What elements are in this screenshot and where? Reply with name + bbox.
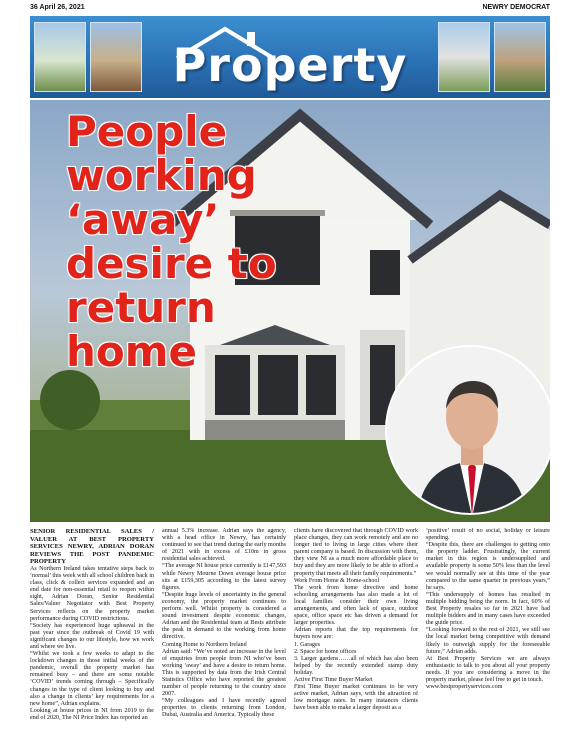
paragraph: As Northern Ireland takes tentative steps back to ‘normal’ this week with all school children back in class, click & collect services expanded and an end date for non-essential retail to reopen within sight, Adrian Doran, Senior Residential Sales/Valuer Negotiator with Best Property Services reflects on the property market performance during COVID restrictions. (30, 565, 154, 622)
paragraph: ‘positive’ result of no social, holiday or leisure spending. (426, 528, 550, 542)
paragraph: “My colleagues and I have recently agreed properties to clients returning from London, Dubai, Australia and America. Typically these (162, 698, 286, 719)
subheading: Work From Home & Home-school (294, 577, 380, 584)
hero-image (30, 100, 550, 522)
article-body (30, 528, 550, 733)
paper-name: NEWRY DEMOCRAT (482, 4, 550, 11)
paragraph: First Time Buyer market continues to be very active market, Adrian says, with the attraction of low mortgage rates. In many instances clients have been able to make a larger deposit as a (294, 684, 418, 712)
page-date: 36 April 26, 2021 (30, 4, 85, 11)
subheading: Active First Time Buyer Market (294, 676, 373, 683)
article-column-4 (426, 528, 550, 733)
article-column-3 (294, 528, 418, 733)
subheading: Coming Home to Northern Ireland (162, 641, 247, 648)
paragraph: Adrian reports that the top requirements for buyers now are: (294, 627, 418, 641)
paragraph: “The average NI house price currently is £147,593 while Newry Mourne Down average house price sits at £159,305 according to the latest survey figures. (162, 563, 286, 591)
paragraph: Looking at house prices in NI from 2019 to the end of 2020, The NI Price Index has reported an (30, 707, 154, 721)
section-banner (30, 16, 550, 98)
person-portrait-image (387, 347, 550, 515)
list-item: 1. Garages (294, 641, 321, 648)
article-lead: SENIOR RESIDENTIAL SALES / VALUER AT BEST PROPERTY SERVICES NEWRY, ADRIAN DORAN REVIEWS THE POST PANDEMIC PROPERTY (30, 528, 154, 566)
author-portrait (385, 345, 550, 515)
website-link[interactable]: www.bestpropertyservices.com (426, 684, 503, 691)
paragraph: Adrian said: “We’ve noted an increase in the level of enquiries from people from NI who’ve been working ‘away’ and have a desire to return home. This is supported by data from the Irish Central Statistics Office who have reported the greatest number of people returning to the country since 2007. (162, 648, 286, 698)
paragraph: “Society has experienced huge upheaval in the past year since the outbreak of Covid 19 with significant changes to our lifestyle, how we work and where we live. (30, 622, 154, 650)
list-item: 3. Larger gardens……all of which has also been helped by the recently extended stamp duty holiday. (294, 655, 418, 676)
paragraph: annual 5.3% increase. Adrian says the agency, with a head office in Newry, has certainly continued to see that trend during the early months of 2021 with in excess of £10m in gross residential sales achieved. (162, 528, 286, 563)
paragraph: “Looking forward to the rest of 2021, we still see the local market being competitive with demand likely to outweigh supply for the foreseeable future,” Adrian adds. (426, 627, 550, 655)
paragraph: “Despite this, there are challenges to getting onto the property ladder. Frustratingly, the current market in this region is undersupplied and available property is some 50% less than the level we would normally see at this time of the year compared to the same quarter in previous years,” he says. (426, 542, 550, 591)
paragraph: clients have discovered that through COVID work place changes, they can work remotely and are no longer tied to living in large cities where their parent company is based. In discussion with them, they view NI as a much more affordable place to buy and they are more likely to be able to afford a property that meets all their family requirements.” (294, 528, 418, 577)
article-headline: People working ‘away’ desire to return home (66, 107, 277, 376)
paragraph: “Whilst we took a few weeks to adapt to the lockdown changes in those initial weeks of the pandemic, overall the property market has remained busy – and there are some notable ‘COVID’ trends coming through – Specifically changes in the type of client looking to buy and also a change in clients’ key requirements for a new home”, Adrian explains. (30, 651, 154, 707)
list-item: 2. Space for home offices (294, 648, 357, 655)
paragraph: “This undersupply of homes has resulted in multiple bidding being the norm. In fact, 60% of Best Property resales so far in 2021 have had multiple bidders and in many cases have exceeded the guide price. (426, 591, 550, 627)
paragraph: “Despite huge levels of uncertainty in the general economy, the property market continues to perform well. Whilst property is considered a sound investment despite economic changes, Adrian and the Residential team at Bests attribute the peak in demand to the working from home directive. (162, 591, 286, 641)
article-column-2 (162, 528, 286, 733)
section-title: Property (172, 38, 408, 92)
article-column-1 (30, 528, 154, 733)
paragraph: The work from home directive and home schooling arrangements has also made a lot of local families consider their own living arrangements, and often lack of space, outdoor space, office space etc has driven a demand for larger properties. (294, 584, 418, 627)
paragraph: At Best Property Services we are always enthusiastic to talk to you about all your property needs. If you are considering a move in the property market, please feel free to get in touch. (426, 655, 550, 683)
masthead-strip (30, 4, 550, 16)
